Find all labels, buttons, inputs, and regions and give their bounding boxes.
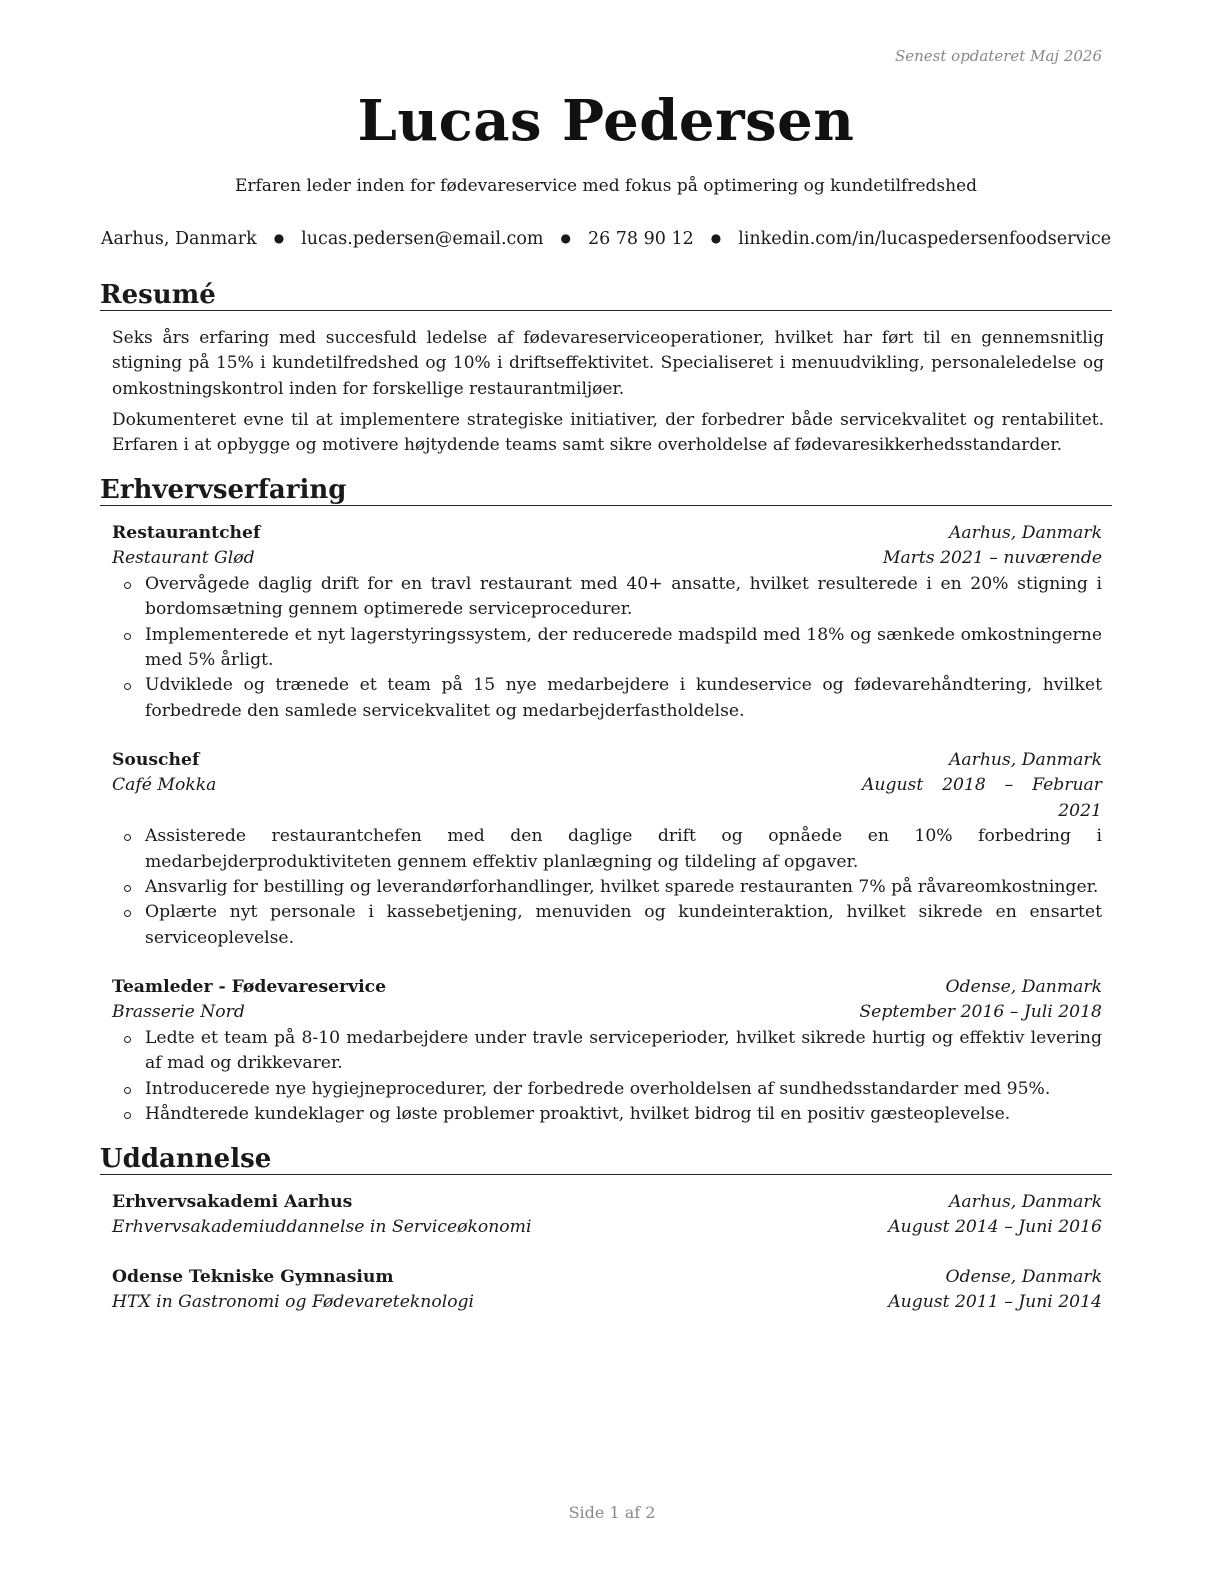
job-location: Odense, Danmark — [945, 977, 1102, 997]
section-title-experience: Erhvervserfaring — [100, 475, 1112, 506]
school-dates: August 2014 – Juni 2016 — [888, 1217, 1102, 1238]
section-title-summary: Resumé — [100, 280, 1112, 311]
bullet-separator: ● — [273, 231, 285, 245]
job-company: Brasserie Nord — [112, 1002, 245, 1023]
job-bullets — [112, 1026, 1102, 1128]
resume-page — [100, 0, 1112, 1584]
job-location: Aarhus, Danmark — [948, 750, 1102, 770]
job-role: Souschef — [112, 750, 200, 770]
contact-linkedin[interactable]: linkedin.com/in/lucaspedersenfoodservice — [738, 229, 1112, 249]
summary-paragraph: Dokumenteret evne til at implementere strategiske initiativer, der forbedrer både servicekvalitet og rentabilitet. Erfaren i at opbygge og motivere højtydende teams samt sikre overholdelse af fødevaresikkerhedsstandarder. — [112, 410, 1104, 456]
job-dates: August 2018 – Februar 2021 — [862, 775, 1102, 821]
page-number: Side 1 af 2 — [568, 1503, 656, 1522]
job-dates: Marts 2021 – nuværende — [882, 548, 1102, 569]
contact-email[interactable]: lucas.pedersen@email.com — [301, 229, 544, 249]
school-name: Odense Tekniske Gymnasium — [112, 1267, 394, 1287]
contact-line — [100, 229, 1112, 249]
job-location: Aarhus, Danmark — [948, 523, 1102, 543]
job-entry — [112, 521, 1102, 724]
job-entry — [112, 975, 1102, 1127]
contact-location: Aarhus, Danmark — [100, 229, 257, 249]
school-degree: HTX in Gastronomi og Fødevareteknologi — [112, 1292, 475, 1313]
list-item: Implementerede et nyt lagerstyringssystem, der reducerede madspild med 18% og sænkede omkostningerne med 5% årligt. — [112, 623, 1102, 674]
summary-paragraph: Seks års erfaring med succesfuld ledelse af fødevareserviceoperationer, hvilket har ført til en gennemsnitlig stigning på 15% i kundetilfredshed og 10% i driftseffektivitet. Specialiseret i menuudvikling, personaleledelse og omkostningskontrol inden for forskellige restaurantmiljøer. — [112, 328, 1104, 399]
job-dates: September 2016 – Juli 2018 — [859, 1002, 1102, 1023]
job-entry — [112, 748, 1102, 951]
school-name: Erhvervsakademi Aarhus — [112, 1192, 353, 1212]
bullet-separator: ● — [710, 231, 722, 245]
list-item: Ledte et team på 8-10 medarbejdere under travle serviceperioder, hvilket sikrede hurtig og effektiv levering af mad og drikkevarer. — [112, 1026, 1102, 1077]
education-entry — [112, 1265, 1102, 1316]
last-updated: Senest opdateret Maj 2026 — [894, 47, 1102, 65]
list-item: Håndterede kundeklager og løste problemer proaktivt, hvilket bidrog til en positiv gæsteoplevelse. — [112, 1102, 1102, 1127]
list-item: Ansvarlig for bestilling og leverandørforhandlinger, hvilket sparede restauranten 7% på råvareomkostninger. — [112, 875, 1102, 900]
job-role: Restaurantchef — [112, 523, 261, 543]
list-item: Overvågede daglig drift for en travl restaurant med 40+ ansatte, hvilket resulterede i en 20% stigning i bordomsætning gennem optimerede serviceprocedurer. — [112, 572, 1102, 623]
candidate-name: Lucas Pedersen — [357, 88, 855, 154]
job-company: Café Mokka — [112, 775, 217, 796]
school-location: Aarhus, Danmark — [948, 1192, 1102, 1212]
job-bullets — [112, 572, 1102, 724]
list-item: Udviklede og trænede et team på 15 nye medarbejdere i kundeservice og fødevarehåndtering, hvilket forbedrede den samlede servicekvalitet og medarbejderfastholdelse. — [112, 673, 1102, 724]
job-role: Teamleder - Fødevareservice — [112, 977, 387, 997]
job-bullets — [112, 824, 1102, 951]
school-location: Odense, Danmark — [945, 1267, 1102, 1287]
school-dates: August 2011 – Juni 2014 — [888, 1292, 1102, 1313]
list-item: Oplærte nyt personale i kassebetjening, menuviden og kundeinteraktion, hvilket sikrede en ensartet serviceoplevelse. — [112, 900, 1102, 951]
list-item: Introducerede nye hygiejneprocedurer, der forbedrede overholdelsen af sundhedsstandarder med 95%. — [112, 1077, 1102, 1102]
section-title-education: Uddannelse — [100, 1144, 1112, 1175]
education-entry — [112, 1190, 1102, 1241]
contact-phone: 26 78 90 12 — [587, 229, 694, 249]
list-item: Assisterede restaurantchefen med den daglige drift og opnåede en 10% forbedring i medarbejderproduktiviteten gennem effektiv planlægning og tildeling af opgaver. — [112, 824, 1102, 875]
job-company: Restaurant Glød — [112, 548, 255, 569]
tagline: Erfaren leder inden for fødevareservice med fokus på optimering og kundetilfredshed — [234, 176, 978, 196]
school-degree: Erhvervsakademiuddannelse in Serviceøkonomi — [112, 1217, 532, 1238]
bullet-separator: ● — [560, 231, 571, 245]
